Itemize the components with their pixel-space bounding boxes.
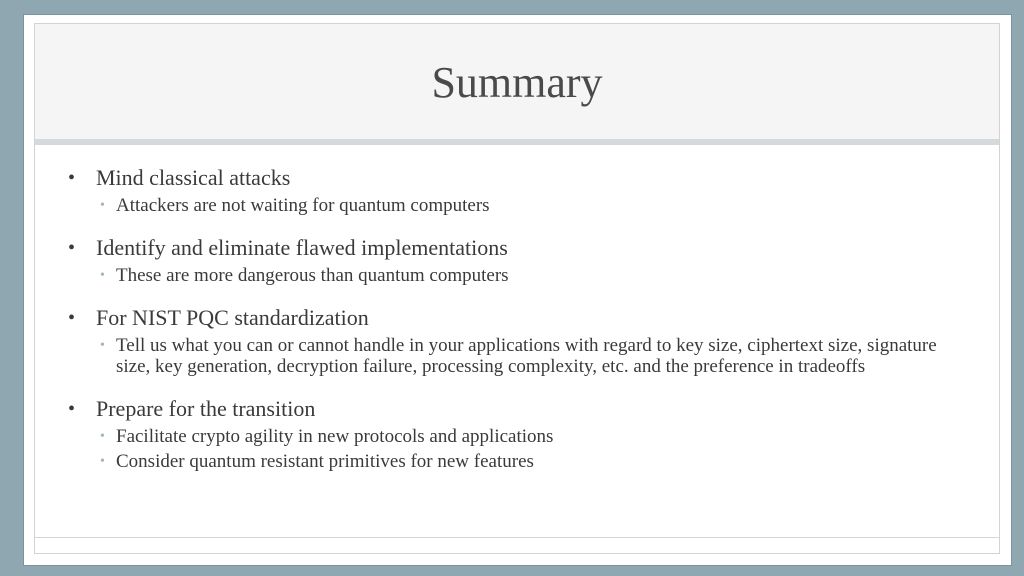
sub-bullet-icon: • <box>100 454 105 469</box>
sub-bullet-text: Attackers are not waiting for quantum computers <box>116 195 490 216</box>
sub-bullet-text: These are more dangerous than quantum computers <box>116 265 509 286</box>
bullet-group <box>64 396 964 472</box>
sub-bullet-item <box>64 451 964 472</box>
sub-bullet-icon: • <box>100 429 105 444</box>
bullet-text: For NIST PQC standardization <box>96 305 369 330</box>
bullet-icon: • <box>68 307 76 329</box>
bullet-item <box>64 165 964 191</box>
sub-bullet-text: Facilitate crypto agility in new protocols and applications <box>116 426 554 447</box>
bullet-icon: • <box>68 398 76 420</box>
bullet-group <box>64 235 964 286</box>
sub-bullet-icon: • <box>100 198 105 213</box>
slide <box>24 15 1011 565</box>
sub-bullet-icon: • <box>100 268 105 283</box>
sub-bullet-icon: • <box>100 338 105 353</box>
bullet-text: Mind classical attacks <box>96 165 291 190</box>
bullet-icon: • <box>68 167 76 189</box>
bullet-item <box>64 305 964 331</box>
bullet-list <box>64 165 964 491</box>
bullet-item <box>64 235 964 261</box>
sub-bullet-item <box>64 426 964 447</box>
sub-bullet-text: Tell us what you can or cannot handle in your applications with regard to key size, ciphertext size, signature size, key generation, decryption failure, processing complexity, etc. and the preference in tradeoffs <box>116 335 937 377</box>
bullet-item <box>64 396 964 422</box>
sub-bullet-text: Consider quantum resistant primitives for new features <box>116 451 534 472</box>
sub-bullet-item <box>64 195 964 216</box>
footer-divider <box>34 537 1000 538</box>
bullet-group <box>64 305 964 377</box>
sub-bullet-item <box>64 265 964 286</box>
bullet-text: Prepare for the transition <box>96 396 316 421</box>
bullet-icon: • <box>68 237 76 259</box>
sub-bullet-item <box>64 335 964 377</box>
slide-title: Summary <box>431 58 603 107</box>
bullet-group <box>64 165 964 216</box>
bullet-text: Identify and eliminate flawed implementations <box>96 235 508 260</box>
